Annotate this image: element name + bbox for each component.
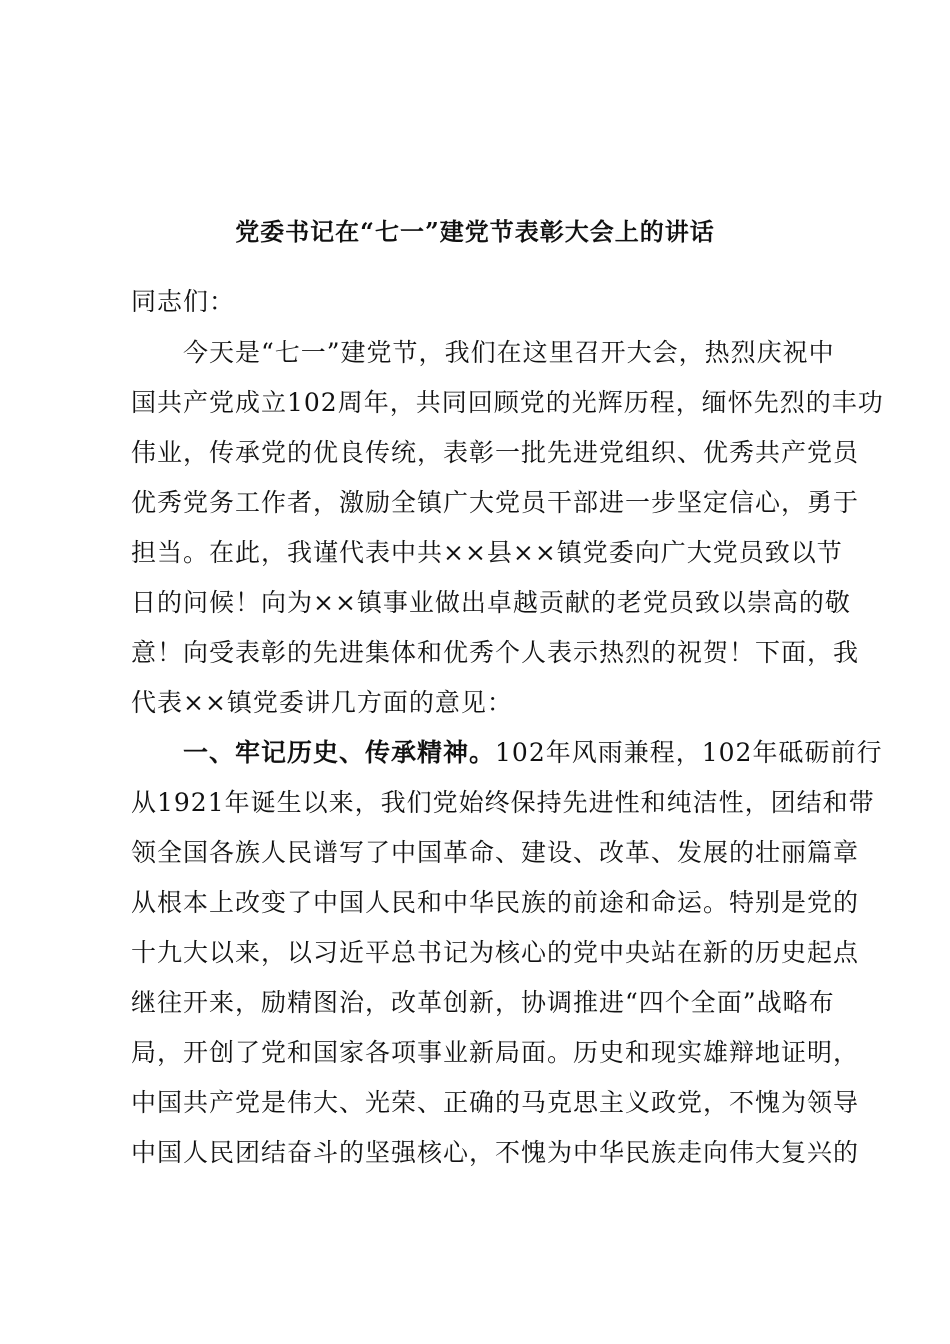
section-1-heading: 一、牢记历史、传承精神。 (131, 738, 496, 767)
section-1-first-line (131, 733, 883, 773)
paragraph-line: 从1921年诞生以来，我们党始终保持先进性和纯洁性，团结和带 (131, 788, 875, 817)
paragraph-line: 伟业，传承党的优良传统，表彰一批先进党组织、优秀共产党员 (131, 438, 860, 467)
paragraph-line: 日的问候！向为××镇事业做出卓越贡献的老党员致以崇高的敬 (131, 588, 851, 617)
paragraph-line: 领全国各族人民谱写了中国革命、建设、改革、发展的壮丽篇章 (131, 838, 860, 867)
paragraph-line: 今天是“七一”建党节，我们在这里召开大会，热烈庆祝中 (131, 338, 835, 367)
paragraph-line: 继往开来，励精图治，改革创新，协调推进“四个全面”战略布 (131, 988, 835, 1017)
paragraph-line: 中国人民团结奋斗的坚强核心，不愧为中华民族走向伟大复兴的 (131, 1138, 860, 1167)
paragraph-line: 优秀党务工作者，激励全镇广大党员干部进一步坚定信心，勇于 (131, 488, 860, 517)
salutation: 同志们： (131, 287, 236, 316)
paragraph-line: 局，开创了党和国家各项事业新局面。历史和现实雄辩地证明， (131, 1038, 860, 1067)
section-1-intro: 102年风雨兼程，102年砥砺前行 (495, 738, 883, 767)
paragraph-line: 意！向受表彰的先进集体和优秀个人表示热烈的祝贺！下面，我 (131, 638, 860, 667)
paragraph-line: 从根本上改变了中国人民和中华民族的前途和命运。特别是党的 (131, 888, 860, 917)
paragraph-line: 中国共产党是伟大、光荣、正确的马克思主义政党，不愧为领导 (131, 1088, 860, 1117)
paragraph-line: 十九大以来，以习近平总书记为核心的党中央站在新的历史起点 (131, 938, 860, 967)
document-title: 党委书记在“七一”建党节表彰大会上的讲话 (235, 217, 715, 246)
paragraph-line: 担当。在此，我谨代表中共××县××镇党委向广大党员致以节 (131, 538, 843, 567)
paragraph-line: 国共产党成立102周年，共同回顾党的光辉历程，缅怀先烈的丰功 (131, 388, 884, 417)
paragraph-line: 代表××镇党委讲几方面的意见： (131, 688, 513, 717)
